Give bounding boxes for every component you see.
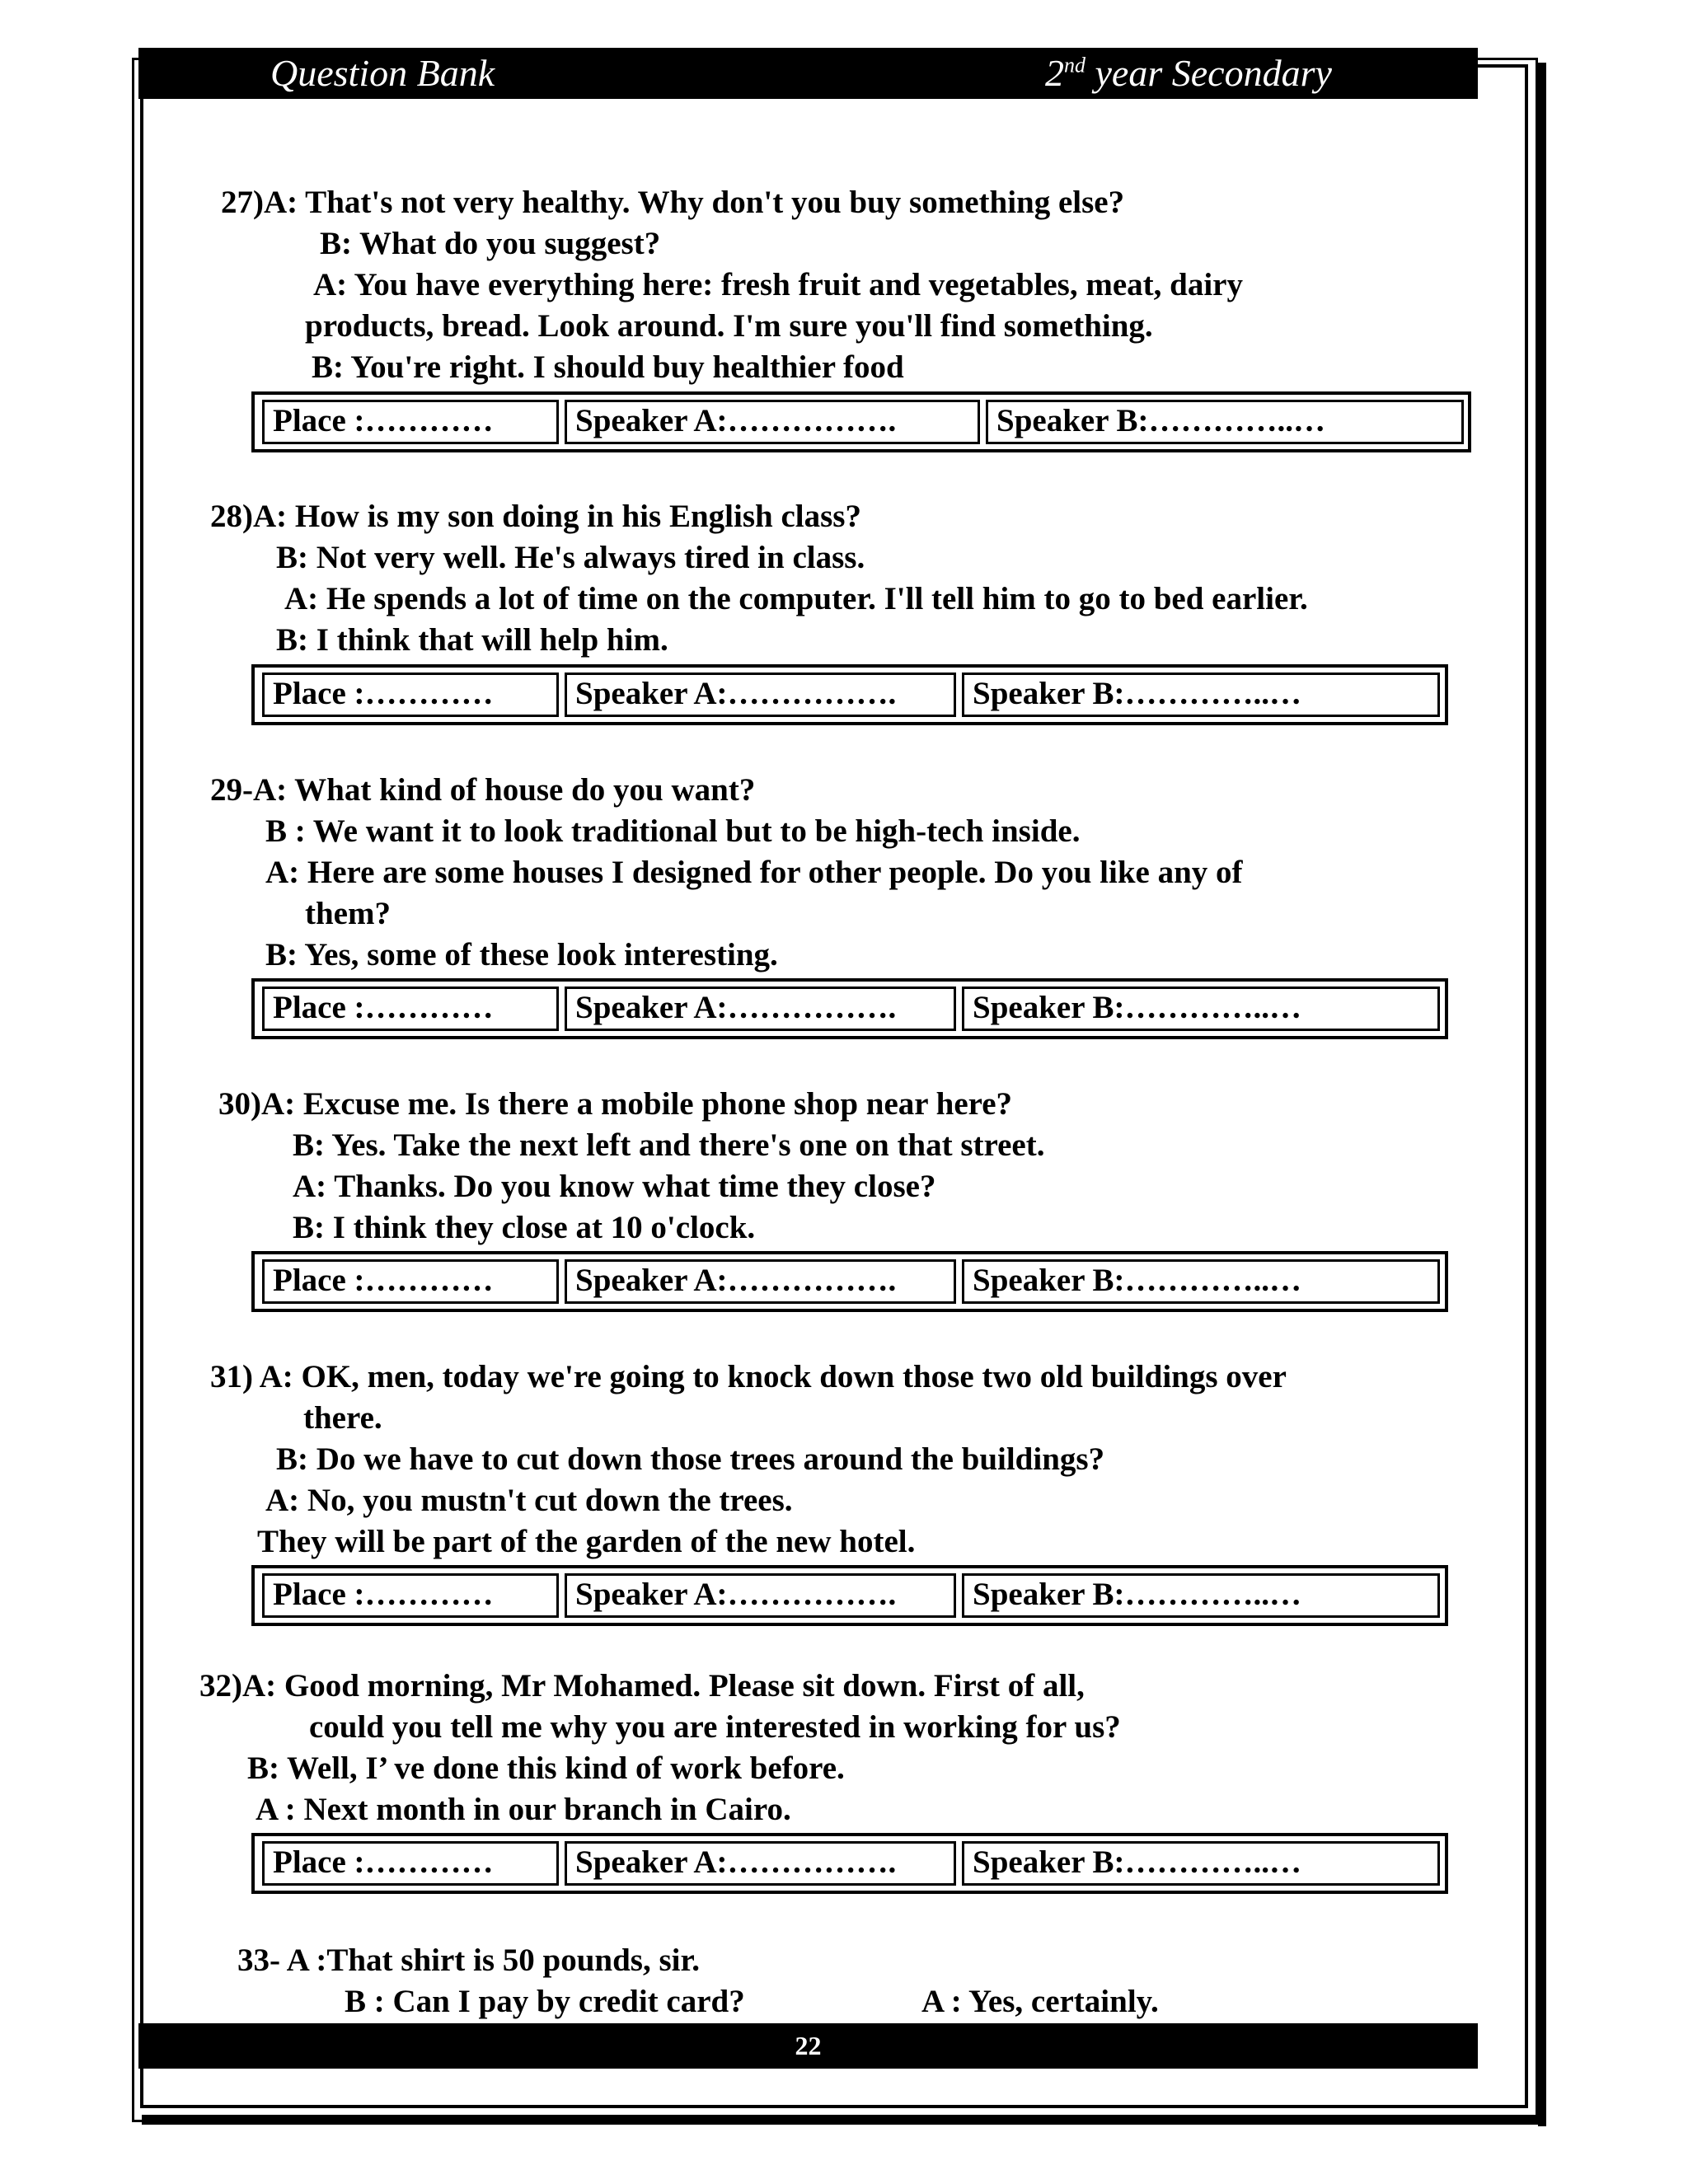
q27-answer-table [251,391,1471,452]
q29-line-3: A: Here are some houses I designed for other people. Do you like any of [265,855,1243,890]
q31-line-4: A: No, you mustn't cut down the trees. [265,1483,793,1518]
q27-place-cell[interactable]: Place :………… [262,400,559,444]
header-grade-suffix: nd [1064,53,1085,77]
q32-line-2: could you tell me why you are interested in working for us? [309,1709,1121,1745]
q30-line-2: B: Yes. Take the next left and there's one on that street. [293,1127,1045,1163]
page-frame-shadow-bottom [142,2115,1546,2125]
q27-line-4: products, bread. Look around. I'm sure you'll find something. [305,308,1153,344]
q28-speaker-b-cell[interactable]: Speaker B:…………..… [962,673,1440,717]
q30-place-cell[interactable]: Place :………… [262,1259,559,1304]
q31-speaker-b-cell[interactable]: Speaker B:…………..… [962,1573,1440,1618]
q29-speaker-a-cell[interactable]: Speaker A:……………. [565,987,956,1031]
header-grade-number: 2 [1045,52,1064,94]
q31-answer-table [251,1565,1448,1626]
q30-speaker-a-cell[interactable]: Speaker A:……………. [565,1259,956,1304]
q27-speaker-a-cell[interactable]: Speaker A:……………. [565,400,980,444]
q29-line-4: them? [305,896,391,931]
q29-line-1: 29-A: What kind of house do you want? [210,772,756,808]
header-title: Question Bank [270,52,495,94]
q32-speaker-b-cell[interactable]: Speaker B:…………..… [962,1841,1440,1886]
header-grade [1045,51,1332,95]
q31-line-3: B: Do we have to cut down those trees around the buildings? [276,1441,1105,1477]
q28-place-cell[interactable]: Place :………… [262,673,559,717]
q30-speaker-b-cell[interactable]: Speaker B:…………..… [962,1259,1440,1304]
page-frame-shadow [1538,63,1546,2126]
q27-line-5: B: You're right. I should buy healthier food [312,349,904,385]
q31-place-cell[interactable]: Place :………… [262,1573,559,1618]
page-header [138,48,1478,99]
q30-line-1: 30)A: Excuse me. Is there a mobile phone shop near here? [218,1086,1013,1122]
q29-place-cell[interactable]: Place :………… [262,987,559,1031]
q28-line-3: A: He spends a lot of time on the computer. I'll tell him to go to bed earlier. [284,581,1308,616]
q30-line-3: A: Thanks. Do you know what time they close? [293,1169,936,1204]
q32-line-4: A : Next month in our branch in Cairo. [256,1792,791,1827]
q28-answer-table [251,664,1448,725]
q32-place-cell[interactable]: Place :………… [262,1841,559,1886]
q30-line-4: B: I think they close at 10 o'clock. [293,1210,756,1245]
q31-line-2: there. [303,1400,382,1436]
q29-line-5: B: Yes, some of these look interesting. [265,937,778,972]
q32-line-1: 32)A: Good morning, Mr Mohamed. Please sit down. First of all, [199,1668,1085,1704]
q29-speaker-b-cell[interactable]: Speaker B:…………..… [962,987,1440,1031]
q27-speaker-b-cell[interactable]: Speaker B:…………..… [986,400,1464,444]
q28-line-2: B: Not very well. He's always tired in class. [276,540,865,575]
page-number: 22 [795,2031,822,2060]
q28-line-1: 28)A: How is my son doing in his English class? [210,499,861,534]
q31-speaker-a-cell[interactable]: Speaker A:……………. [565,1573,956,1618]
q28-speaker-a-cell[interactable]: Speaker A:……………. [565,673,956,717]
q31-line-1: 31) A: OK, men, today we're going to knock down those two old buildings over [210,1359,1287,1394]
q27-line-3: A: You have everything here: fresh fruit and vegetables, meat, dairy [313,267,1243,302]
q31-line-5: They will be part of the garden of the new hotel. [257,1524,916,1559]
q33-line-3: A : Yes, certainly. [921,1984,1159,2019]
q32-answer-table [251,1833,1448,1894]
q33-line-2: B : Can I pay by credit card? [345,1984,745,2019]
q30-answer-table [251,1251,1448,1312]
q28-line-4: B: I think that will help him. [276,622,668,658]
q32-line-3: B: Well, I’ ve done this kind of work before. [247,1750,845,1786]
q27-line-1: 27)A: That's not very healthy. Why don't you buy something else? [221,185,1125,220]
q29-answer-table [251,978,1448,1039]
q32-speaker-a-cell[interactable]: Speaker A:……………. [565,1841,956,1886]
q33-line-1: 33- A :That shirt is 50 pounds, sir. [237,1943,700,1978]
q29-line-2: B : We want it to look traditional but to be high-tech inside. [265,813,1081,849]
header-grade-text: year Secondary [1085,52,1332,94]
page-footer [138,2023,1478,2069]
q27-line-2: B: What do you suggest? [320,226,661,261]
